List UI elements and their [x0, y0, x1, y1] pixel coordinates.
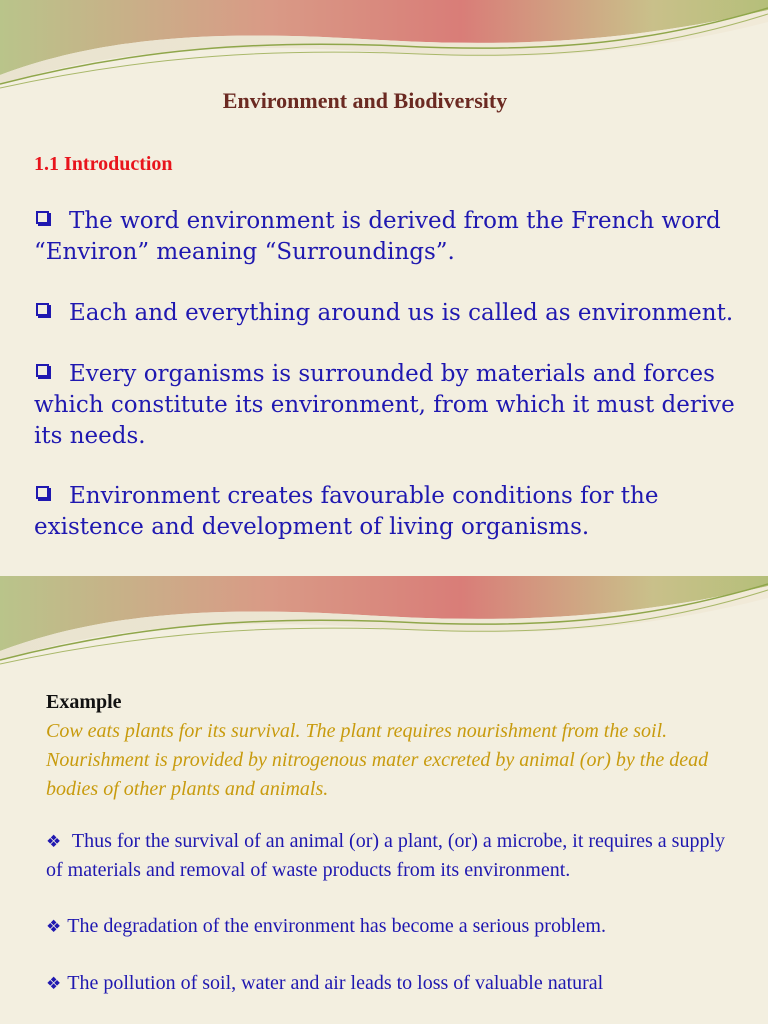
wave-decoration-icon: [0, 576, 768, 671]
diamond-bullet-icon: ❖: [46, 917, 62, 937]
bullet-text: Environment creates favourable conditions for the existence and development of living organisms.: [34, 483, 659, 540]
square-bullet-icon: [36, 486, 49, 499]
list-item: [46, 912, 736, 941]
bullet-text: Each and everything around us is called as environment.: [69, 300, 734, 326]
list-item: [46, 827, 736, 884]
bullet-text: Every organisms is surrounded by materials and forces which constitute its environment, from which it must derive its needs.: [34, 361, 735, 449]
example-heading: Example: [46, 691, 122, 713]
slide-2: [0, 576, 768, 1024]
diamond-bullet-icon: ❖: [46, 832, 62, 852]
list-item: [46, 969, 736, 998]
list-item: [34, 206, 749, 268]
bullet-text: The word environment is derived from the French word “Environ” meaning “Surroundings”.: [34, 208, 721, 265]
square-bullet-icon: [36, 364, 49, 377]
list-item: [34, 359, 749, 452]
bullet-text: The pollution of soil, water and air leads to loss of valuable natural: [67, 972, 604, 994]
slide-title: Environment and Biodiversity: [222, 88, 508, 113]
square-bullet-icon: [36, 303, 49, 316]
section-heading: 1.1 Introduction: [34, 153, 173, 175]
list-item: [34, 298, 749, 329]
bullet-text: Thus for the survival of an animal (or) a plant, (or) a microbe, it requires a supply of materials and removal of waste products from its environment.: [46, 830, 726, 881]
list-item: [34, 481, 749, 543]
intro-bullet-list: [34, 206, 749, 573]
example-block: [46, 688, 726, 804]
detail-bullet-list: [46, 827, 736, 1024]
example-text: Cow eats plants for its survival. The plant requires nourishment from the soil. Nourishment is provided by nitrogenous mater excreted by animal (or) by the dead bodies of other plants and animals.: [46, 720, 709, 800]
bullet-text: The degradation of the environment has become a serious problem.: [67, 915, 606, 937]
diamond-bullet-icon: ❖: [46, 974, 62, 994]
wave-decoration-icon: [0, 0, 768, 95]
square-bullet-icon: [36, 211, 49, 224]
